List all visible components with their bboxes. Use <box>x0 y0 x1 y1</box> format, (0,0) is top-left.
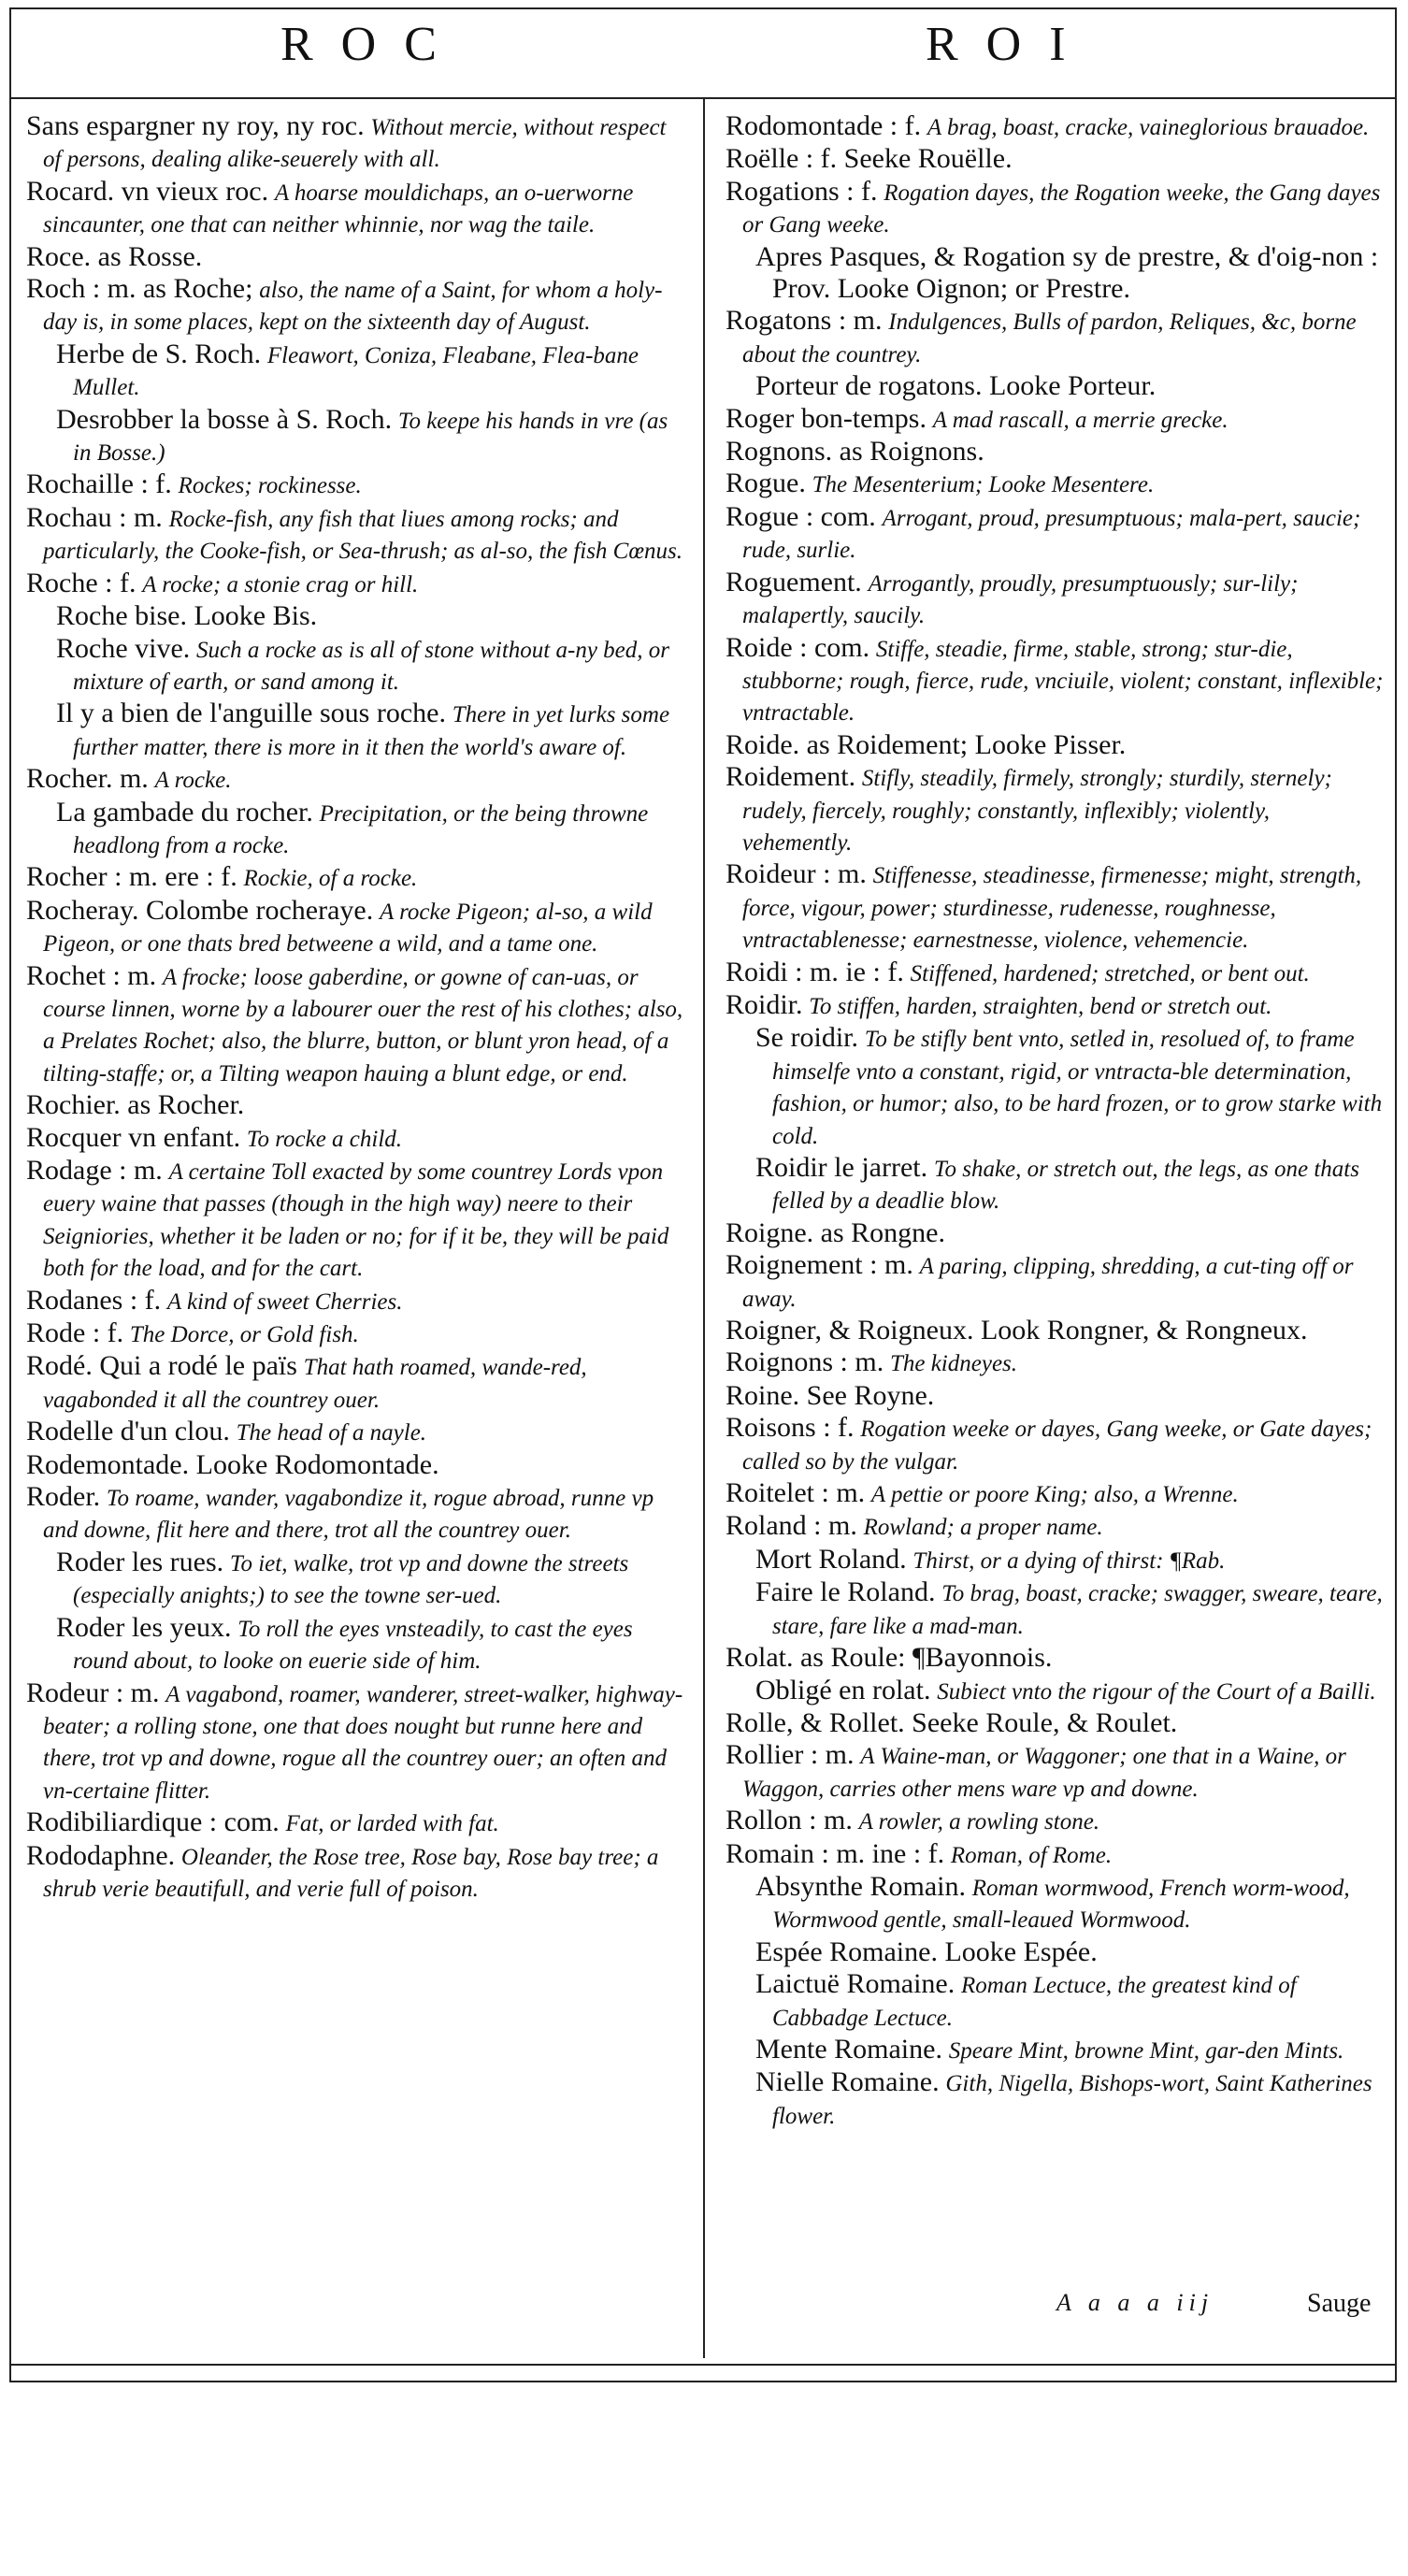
dictionary-entry <box>26 273 685 338</box>
running-head-right: ROI <box>926 18 1094 71</box>
dictionary-entry <box>26 1481 685 1547</box>
entry-headword: Rocher : m. ere : f. <box>26 861 237 893</box>
entry-headword: Rognons. as Roignons. <box>726 436 984 468</box>
dictionary-entry <box>726 567 1385 632</box>
entry-headword: Herbe de S. Roch. <box>56 338 262 369</box>
entry-headword: Roignement : m. <box>726 1249 913 1281</box>
entry-gloss: That hath roamed, wande-red, vagabonded it all the countrey ouer. <box>43 1355 587 1413</box>
entry-gloss: Fat, or larded with fat. <box>285 1811 499 1837</box>
entry-headword: Se roidir. <box>755 1022 858 1054</box>
entry-gloss: To shake, or stretch out, the legs, as one thats felled by a deadlie blow. <box>772 1157 1359 1215</box>
entry-headword: Sans espargner ny roy, ny roc. <box>26 110 365 141</box>
entry-headword: Rolat. as Roule: ¶Bayonnois. <box>726 1642 1053 1674</box>
entry-headword: Romain : m. ine : f. <box>726 1837 945 1869</box>
entry-gloss: Without mercie, without respect of persons, dealing alike-seuerely with all. <box>43 115 667 173</box>
entry-headword: Rollon : m. <box>726 1805 853 1836</box>
entry-gloss: Rockie, of a rocke. <box>243 866 418 892</box>
dictionary-entry <box>26 1677 685 1807</box>
entry-gloss: Subiect vnto the rigour of the Court of a Bailli. <box>937 1678 1376 1705</box>
dictionary-entry <box>726 2034 1385 2066</box>
dictionary-entry <box>726 403 1385 436</box>
dictionary-entry <box>26 502 685 568</box>
footer-rule <box>9 2364 1397 2366</box>
entry-gloss: Rowland; a proper name. <box>863 1515 1103 1541</box>
entry-headword: Roidement. <box>726 761 856 793</box>
entry-headword: Roder. <box>26 1481 101 1513</box>
entry-headword: Faire le Roland. <box>755 1576 936 1608</box>
dictionary-entry <box>26 468 685 501</box>
entry-gloss: To rocke a child. <box>246 1126 403 1152</box>
dictionary-entry <box>26 698 685 763</box>
entry-gloss: The Dorce, or Gold fish. <box>129 1322 359 1348</box>
entry-headword: Espée Romaine. Looke Espée. <box>755 1936 1098 1967</box>
entry-headword: Roche : f. <box>26 567 136 598</box>
dictionary-entry <box>726 1022 1385 1152</box>
entry-headword: Roidi : m. ie : f. <box>726 956 904 987</box>
dictionary-entry <box>726 989 1385 1022</box>
dictionary-entry <box>726 1936 1385 1968</box>
entry-headword: Rodemontade. Looke Rodomontade. <box>26 1448 439 1480</box>
entry-headword: Desrobber la bosse à S. Roch. <box>56 403 393 435</box>
entry-headword: Roland : m. <box>726 1510 857 1542</box>
signature-mark: A a a a iij <box>1056 2289 1214 2316</box>
dictionary-entry <box>726 1152 1385 1217</box>
entry-headword: Rogue. <box>726 468 806 499</box>
entry-headword: Rochaille : f. <box>26 468 172 500</box>
dictionary-entry <box>26 1350 685 1416</box>
entry-headword: Roguement. <box>726 566 862 597</box>
dictionary-entry <box>26 1449 685 1481</box>
entry-headword: Roisons : f. <box>726 1412 855 1444</box>
dictionary-entry <box>726 1576 1385 1642</box>
dictionary-entry <box>726 1871 1385 1936</box>
entry-gloss: Roman, of Rome. <box>950 1842 1113 1868</box>
entry-headword: Rodibiliardique : com. <box>26 1806 280 1838</box>
dictionary-entry <box>726 1346 1385 1379</box>
dictionary-entry <box>726 501 1385 567</box>
entry-gloss: A brag, boast, cracke, vaineglorious brauadoe. <box>927 115 1370 140</box>
dictionary-entry <box>726 1642 1385 1674</box>
entry-headword: Il y a bien de l'anguille sous roche. <box>56 698 446 729</box>
entry-headword: Roine. See Royne. <box>726 1379 935 1411</box>
entry-gloss: A kind of sweet Cherries. <box>166 1288 403 1315</box>
right-column <box>726 110 1385 2132</box>
entry-gloss: Rogation dayes, the Rogation weeke, the Gang dayes or Gang weeke. <box>742 180 1381 238</box>
entry-gloss: A hoarse mouldichaps, an o-uerworne sincaunter, one that can neither whinnie, nor wag the taile. <box>43 180 634 238</box>
entry-gloss: A rocke; a stonie crag or hill. <box>142 571 419 597</box>
dictionary-entry <box>26 1612 685 1677</box>
dictionary-entry <box>726 468 1385 500</box>
entry-gloss: Roman wormwood, French worm-wood, Wormwood gentle, small-leaued Wormwood. <box>772 1875 1350 1934</box>
entry-gloss: To be stifly bent vnto, setled in, resolued of, to frame himselfe vnto a constant, rigid, or vntracta-ble determination, fashion, or humor; also, to be hard frozen, or to grow starke with cold. <box>772 1027 1383 1149</box>
entry-headword: Roide : com. <box>726 631 870 663</box>
entry-headword: Roitelet : m. <box>726 1477 866 1509</box>
dictionary-entry <box>726 1510 1385 1543</box>
entry-headword: Roignons : m. <box>726 1346 884 1378</box>
entry-headword: Absynthe Romain. <box>755 1870 966 1902</box>
dictionary-entry <box>26 241 685 273</box>
entry-headword: Rogue : com. <box>726 500 876 532</box>
dictionary-entry <box>26 895 685 960</box>
running-head-left: ROC <box>280 18 465 71</box>
dictionary-entry <box>726 110 1385 143</box>
entry-gloss: The Mesenterium; Looke Mesentere. <box>812 472 1155 498</box>
entry-gloss: Arrogant, proud, presumptuous; mala-pert, saucie; rude, surlie. <box>742 505 1361 564</box>
entry-headword: Rocher. m. <box>26 763 149 795</box>
dictionary-entry <box>726 632 1385 729</box>
dictionary-entry <box>26 1317 685 1350</box>
left-column <box>26 110 685 1905</box>
dictionary-entry <box>726 1544 1385 1576</box>
entry-headword: Roigner, & Roigneux. Look Rongner, & Rongneux. <box>726 1315 1308 1346</box>
entry-gloss: Precipitation, or the being throwne headlong from a rocke. <box>73 800 649 858</box>
entry-headword: Rogations : f. <box>726 175 878 207</box>
entry-headword: Rocard. vn vieux roc. <box>26 175 269 207</box>
entry-headword: Rocquer vn enfant. <box>26 1121 241 1153</box>
dictionary-entry <box>26 633 685 698</box>
entry-headword: Roche vive. <box>56 632 191 664</box>
entry-gloss: Speare Mint, browne Mint, gar-den Mints. <box>948 2037 1344 2064</box>
entry-headword: Rodomontade : f. <box>726 110 922 141</box>
dictionary-entry <box>26 1840 685 1906</box>
column-divider <box>703 97 705 2358</box>
dictionary-entry <box>26 568 685 600</box>
entry-headword: Rollier : m. <box>726 1739 855 1771</box>
entry-gloss: To stiffen, harden, straighten, bend or stretch out. <box>809 993 1272 1019</box>
entry-gloss: Rocke-fish, any fish that liues among rocks; and particularly, the Cooke-fish, or Sea-thrush; as al-so, the fish Cœnus. <box>43 506 683 565</box>
entry-gloss: Rockes; rockinesse. <box>178 473 362 499</box>
entry-gloss: A rocke. <box>154 768 232 794</box>
dictionary-entry <box>26 1416 685 1448</box>
entry-gloss: Stiffened, hardened; stretched, or bent out. <box>910 960 1310 986</box>
dictionary-entry <box>726 1675 1385 1707</box>
entry-headword: Rode : f. <box>26 1317 124 1349</box>
entry-headword: Roder les rues. <box>56 1546 224 1577</box>
entry-headword: Rolle, & Rollet. Seeke Roule, & Roulet. <box>726 1706 1178 1738</box>
entry-headword: Roche bise. Looke Bis. <box>56 600 318 632</box>
entry-gloss: Stiffe, steadie, firme, stable, strong; stur-die, stubborne; rough, fierce, rude, vnciuile, violent; constant, inflexible; vntractable. <box>742 636 1384 727</box>
dictionary-entry <box>26 1089 685 1121</box>
entry-gloss: To brag, boast, cracke; swagger, sweare, teare, stare, fare like a mad-man. <box>772 1581 1383 1639</box>
entry-headword: Rochau : m. <box>26 501 163 533</box>
dictionary-entry <box>726 1838 1385 1871</box>
dictionary-entry <box>26 1122 685 1155</box>
entry-headword: Porteur de rogatons. Looke Porteur. <box>755 370 1157 402</box>
entry-gloss: Arrogantly, proudly, presumptuously; sur-lily; malapertly, saucily. <box>742 570 1299 629</box>
dictionary-entry <box>726 1315 1385 1346</box>
dictionary-entry <box>26 176 685 241</box>
entry-headword: Apres Pasques, & Rogation sy de prestre, & d'oig-non : Prov. Looke Oignon; or Prestre. <box>755 240 1379 305</box>
entry-headword: Rodelle d'un clou. <box>26 1416 230 1447</box>
entry-gloss: A certaine Toll exacted by some countrey Lords vpon euery waine that passes (though in the high way) neere to their Seigniories, whether it be laden or no; for if it be, they will be paid both for the load, and for the cart. <box>43 1159 669 1282</box>
dictionary-entry <box>726 1380 1385 1412</box>
dictionary-entry <box>26 797 685 862</box>
entry-headword: Roëlle : f. Seeke Rouëlle. <box>726 143 1013 175</box>
entry-headword: Mort Roland. <box>755 1543 907 1575</box>
entry-headword: La gambade du rocher. <box>56 796 313 827</box>
entry-gloss: A rocke Pigeon; al-so, a wild Pigeon, or one thats bred betweene a wild, and a tame one. <box>43 899 653 957</box>
catchword: Sauge <box>1307 2289 1372 2318</box>
entry-headword: Rogatons : m. <box>726 305 883 337</box>
dictionary-entry <box>726 1217 1385 1249</box>
entry-headword: Rocheray. Colombe rocheraye. <box>26 894 374 926</box>
entry-headword: Roidir. <box>726 988 803 1020</box>
entry-gloss: The head of a nayle. <box>236 1420 427 1446</box>
entry-gloss: A rowler, a rowling stone. <box>858 1809 1100 1835</box>
dictionary-entry <box>726 2066 1385 2132</box>
dictionary-entry <box>26 404 685 469</box>
entry-gloss: A mad rascall, a merrie grecke. <box>932 407 1228 433</box>
dictionary-entry <box>726 436 1385 468</box>
entry-headword: Rododaphne. <box>26 1839 176 1871</box>
entry-headword: Rodanes : f. <box>26 1284 162 1316</box>
dictionary-entry <box>26 338 685 404</box>
dictionary-entry <box>26 1155 685 1285</box>
entry-gloss: A pettie or poore King; also, a Wrenne. <box>870 1482 1239 1508</box>
entry-gloss: Stiffenesse, steadinesse, firmenesse; might, strength, force, vigour, power; sturdinesse, rudenesse, roughnesse, vntractablenesse; earnestnesse, violence, vehemencie. <box>742 863 1362 954</box>
entry-headword: Laictuë Romaine. <box>755 1968 955 2000</box>
entry-headword: Roger bon-temps. <box>726 402 927 434</box>
dictionary-entry <box>726 761 1385 858</box>
dictionary-entry <box>726 176 1385 241</box>
dictionary-entry <box>726 729 1385 761</box>
entry-gloss: A Waine-man, or Waggoner; one that in a Waine, or Waggon, carries other mens ware vp and downe. <box>742 1744 1346 1802</box>
dictionary-entry <box>726 957 1385 989</box>
entry-headword: Rodage : m. <box>26 1155 163 1186</box>
entry-gloss: Fleawort, Coniza, Fleabane, Flea-bane Mullet. <box>73 342 639 401</box>
entry-gloss: Gith, Nigella, Bishops-wort, Saint Katherines flower. <box>772 2071 1372 2129</box>
entry-gloss: There in yet lurks some further matter, there is more in it then the world's aware of. <box>73 702 670 760</box>
dictionary-entry <box>726 1249 1385 1315</box>
dictionary-entry <box>726 1968 1385 2034</box>
entry-headword: Roide. as Roidement; Looke Pisser. <box>726 728 1127 760</box>
entry-headword: Nielle Romaine. <box>755 2066 940 2098</box>
entry-headword: Roder les yeux. <box>56 1611 232 1643</box>
entry-headword: Rodé. Qui a rodé le païs <box>26 1350 297 1382</box>
dictionary-entry <box>26 861 685 894</box>
dictionary-entry <box>26 600 685 632</box>
dictionary-entry <box>26 763 685 796</box>
entry-headword: Mente Romaine. <box>755 2033 942 2065</box>
entry-headword: Roidir le jarret. <box>755 1152 928 1183</box>
dictionary-entry <box>726 143 1385 175</box>
entry-gloss: To roll the eyes vnsteadily, to cast the eyes round about, to looke on euerie side of him. <box>73 1616 633 1675</box>
entry-gloss: To iet, walke, trot vp and downe the streets (especially anights;) to see the towne ser-ued. <box>73 1550 629 1609</box>
entry-gloss: Stifly, steadily, firmely, strongly; sturdily, sternely; rudely, fiercely, roughly; constantly, inflexibly; violently, vehemently. <box>742 766 1332 856</box>
entry-gloss: The kidneyes. <box>889 1351 1018 1377</box>
entry-gloss: A vagabond, roamer, wanderer, street-walker, highway-beater; a rolling stone, one that does nought but runne here and there, trot vp and downe, rogue all the countrey ouer; an often and vn-certaine flitter. <box>43 1681 683 1804</box>
entry-gloss: Thirst, or a dying of thirst: ¶Rab. <box>912 1547 1226 1574</box>
dictionary-entry <box>26 110 685 176</box>
entry-gloss: Indulgences, Bulls of pardon, Reliques, &c, borne about the countrey. <box>742 309 1357 367</box>
dictionary-entry <box>26 960 685 1090</box>
entry-gloss: To roame, wander, vagabondize it, rogue abroad, runne vp and downe, flit here and there, trot all the countrey ouer. <box>43 1486 654 1544</box>
dictionary-entry <box>726 241 1385 306</box>
entry-gloss: Rogation weeke or dayes, Gang weeke, or Gate dayes; called so by the vulgar. <box>742 1417 1372 1475</box>
dictionary-entry <box>26 1547 685 1612</box>
dictionary-entry <box>726 305 1385 370</box>
dictionary-entry <box>726 370 1385 402</box>
dictionary-entry <box>726 1477 1385 1510</box>
entry-headword: Roce. as Rosse. <box>26 240 203 272</box>
entry-gloss: also, the name of a Saint, for whom a holy-day is, in some places, kept on the sixteenth day of August. <box>43 278 663 336</box>
entry-headword: Rodeur : m. <box>26 1677 160 1708</box>
entry-headword: Roideur : m. <box>726 858 867 890</box>
entry-headword: Rochier. as Rocher. <box>26 1089 245 1121</box>
entry-gloss: Oleander, the Rose tree, Rose bay, Rose bay tree; a shrub verie beautifull, and verie full of poison. <box>43 1844 659 1902</box>
dictionary-entry <box>26 1285 685 1317</box>
dictionary-entry <box>726 858 1385 956</box>
entry-gloss: Such a rocke as is all of stone without a-ny bed, or mixture of earth, or sand among it. <box>73 637 670 695</box>
dictionary-entry <box>726 1805 1385 1837</box>
dictionary-entry <box>726 1707 1385 1739</box>
entry-gloss: A paring, clipping, shredding, a cut-ting off or away. <box>742 1254 1354 1312</box>
entry-gloss: To keepe his hands in vre (as in Bosse.) <box>73 408 668 467</box>
entry-headword: Obligé en rolat. <box>755 1674 931 1705</box>
entry-headword: Roigne. as Rongne. <box>726 1216 945 1248</box>
entry-gloss: A frocke; loose gaberdine, or gowne of can-uas, or course linnen, worne by a labourer ouer the rest of his clothes; also, a Prelates Rochet; also, the blurre, button, or blunt yron head, of a tilting-staffe; or, a Tilting weapon hauing a blunt edge, or end. <box>43 964 683 1087</box>
dictionary-entry <box>26 1806 685 1839</box>
dictionary-entry <box>726 1739 1385 1805</box>
entry-headword: Rochet : m. <box>26 959 157 991</box>
dictionary-entry <box>726 1412 1385 1477</box>
entry-gloss: Roman Lectuce, the greatest kind of Cabbadge Lectuce. <box>772 1973 1297 2031</box>
entry-headword: Roch : m. as Roche; <box>26 273 253 305</box>
